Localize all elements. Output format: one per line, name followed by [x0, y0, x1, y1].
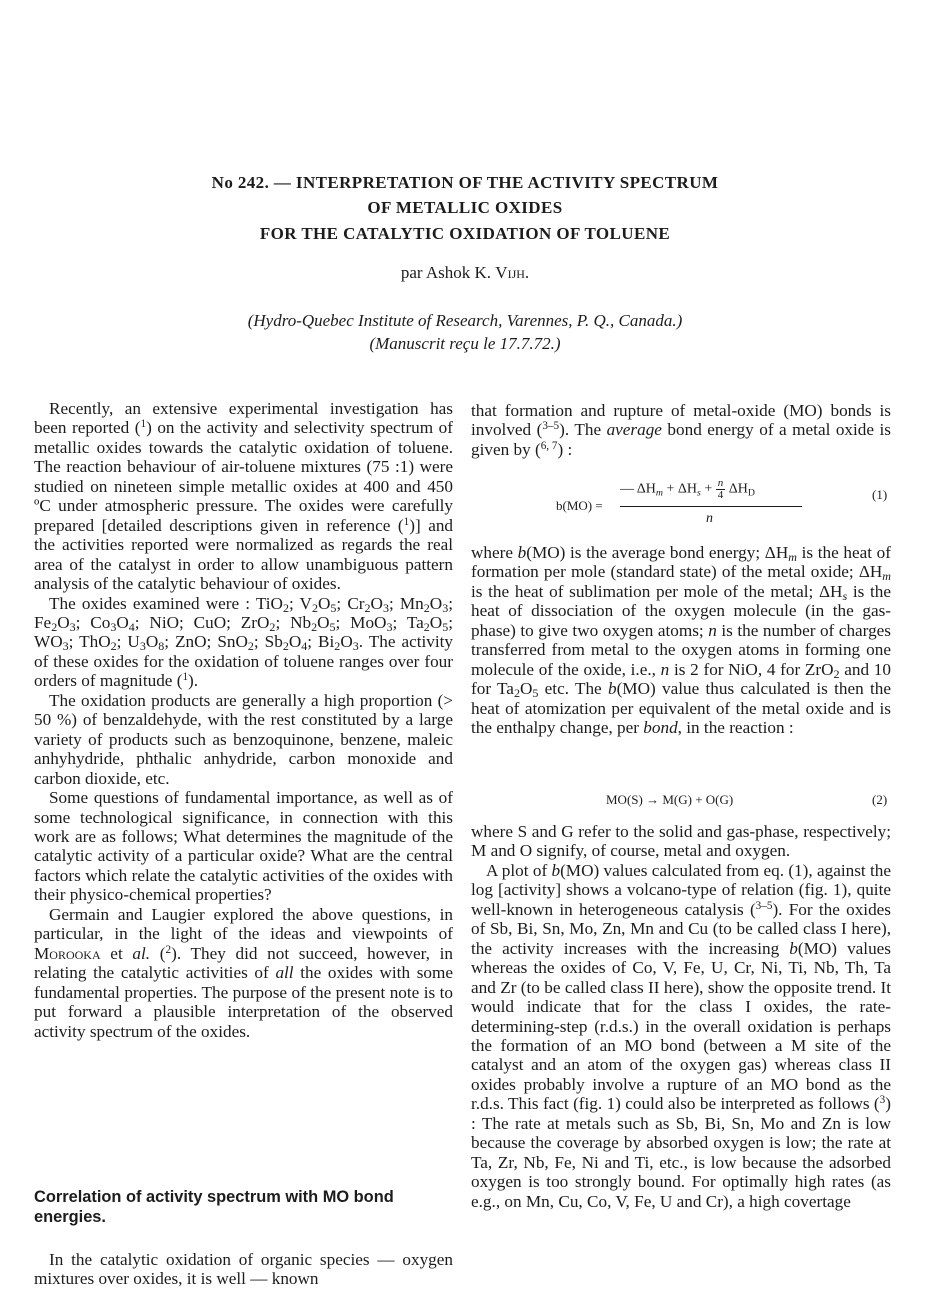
equation-1-fraction-bar	[620, 506, 802, 507]
paper-title-line-2: OF METALLIC OXIDES	[367, 198, 563, 217]
affiliation: (Hydro-Quebec Institute of Research, Varennes, P. Q., Canada.)	[247, 311, 683, 330]
equation-2: MO(S) → M(G) + O(G)	[606, 792, 734, 807]
received-date: (Manuscrit reçu le 17.7.72.)	[369, 334, 561, 353]
equation-1-number: (1)	[872, 487, 888, 502]
right-column-bottom	[471, 822, 891, 1211]
equation-1-lhs: b(MO) =	[556, 498, 603, 513]
paragraph-where-s-g: where S and G refer to the solid and gas-phase, respectively; M and O signify, of course, metal and oxygen.	[471, 822, 891, 861]
author-surname: Vijh.	[495, 263, 530, 282]
paragraph-section-start: In the catalytic oxidation of organic species — oxygen mixtures over oxides, it is well — known	[34, 1250, 453, 1289]
paragraph-oxides: The oxides examined were : TiO$_2$; $V_2O_5$; $Cr_2O_3$; $Mn_2O_3$; $Fe_2O_3$; $Co_3O_4$; NiO; CuO; ZrO$_2$; $Nb_2O_5$; MoO$_3$; $Ta_2O_5$; $WO_3$; ThO$_2$; $U_3O_8$; ZnO; SnO$_2$; $Sb_2O_4$; $Bi_2O_3$. The activity of these oxides for the oxidation of toluene ranges over four orders of magnitude ($^1$).	[34, 593, 453, 691]
paragraph-questions: Some questions of fundamental importance, as well as of some technological significance, in connection with this work are as follows; What determines the magnitude of the catalytic activity of a particular oxide? What are the central factors which relate the catalytic activities of the oxides with their physico-chemical properties?	[34, 788, 453, 905]
paragraph-products: The oxidation products are generally a high proportion (> 50 %) of benzaldehyde, with the rest constituted by a large variety of products such as benzoquinone, benzene, maleic anhyhydride, phthalic anhydride, carbon monoxide and carbon dioxide, etc.	[34, 690, 453, 788]
paragraph-volcano: A plot of b(MO) values calculated from eq. (1), against the log [activity] shows a volcano-type of relation (fig. 1), quite well-known in heterogeneous catalysis ($^{3-5}$). For the oxides of Sb, Bi, Sn, Mo, Zn, Mn and Cu (to be called class I here), the activity increases with the increasing b(MO) values whereas the oxides of Co, V, Fe, U, Cr, Ni, Ti, Nb, Th, Ta and Zr (to be called class II here), show the opposite trend. It would indicate that for the class I oxides, the rate-determining-step (r.d.s.) in the overall oxidation is perhaps the formation of an MO bond (between a M site of the catalyst and an atom of the oxygen gas) whereas class II oxides probably involve a rupture of an MO bond as the r.d.s. This fact (fig. 1) could also be interpreted as follows ($^3$) : The rate at metals such as Sb, Bi, Sn, Mo and Zn is low because the coverage by absorbed oxygen is low; the rate at Ta, Zr, Nb, Fe, Ni and Ti, etc., is low because the adsorbed oxygen is too strongly bound. For optimally high rates (as e.g., on Mn, Cu, Co, V, Fe, U and Cr), a high covertage	[471, 860, 891, 1211]
left-column	[34, 399, 453, 1041]
equation-1-denominator: n	[706, 511, 713, 526]
author-prefix: par Ashok K.	[400, 263, 492, 282]
paragraph-definitions: where b(MO) is the average bond energy; $\Delta H_m$ is the heat of formation per mole (standard state) of the metal oxide; $\Delta H_m$ is the heat of sublimation per mole of the metal; $\Delta H_s$ is the heat of dissociation of the oxygen molecule (in the gas-phase) to give two oxygen atoms; n is the number of charges transferred from metal to the oxygen atoms in forming one molecule of the oxide, i.e., n is 2 for NiO, 4 for ZrO$_2$ and 10 for $Ta_2O_5$ etc. The b(MO) value thus calculated is then the heat of atomization per equivalent of the metal oxide and is the enthalpy change, per bond, in the reaction :	[471, 543, 891, 738]
right-column-top	[471, 401, 891, 459]
paragraph-germain: Germain and Laugier explored the above questions, in particular, in the light of the ideas and viewpoints of Morooka et al. ($^2$). They did not succeed, however, in relating the catalytic activities of all the oxides with some fundamental properties. The purpose of the present note is to put forward a plausible interpretation of the observed activity spectrum of the oxides.	[34, 904, 453, 1041]
paragraph-intro: Recently, an extensive experimental investigation has been reported ($^1$) on the activity and selectivity spectrum of metallic oxides towards the catalytic oxidation of toluene. The reaction behaviour of air-toluene mixtures (75 :1) were studied on nineteen simple metallic oxides at 400 and 450 ºC under atmospheric pressure. The oxides were carefully prepared [detailed descriptions given in reference ($^1$)] and the activities reported were normalized as regards the real area of the catalyst in order to allow unambiguous pattern analysis of the catalytic behaviour of oxides.	[34, 399, 454, 594]
paper-title-line-1: No 242. — INTERPRETATION OF THE ACTIVITY SPECTRUM	[211, 173, 719, 192]
equation-1-numerator: — $\Delta H_m + \Delta H_s + \frac{n}{4} \Delta H_D$	[620, 477, 755, 501]
paper-title-line-3: FOR THE CATALYTIC OXIDATION OF TOLUENE	[259, 224, 671, 243]
author-line	[0, 263, 930, 283]
paragraph-bond-intro: that formation and rupture of metal-oxide (MO) bonds is involved ($^{3-5}$). The average bond energy of a metal oxide is given by ($^{6, 7}$) :	[471, 401, 891, 459]
section-heading: Correlation of activity spectrum with MO bond energies.	[34, 1188, 394, 1226]
right-column-middle	[471, 543, 891, 738]
equation-2-number: (2)	[872, 792, 888, 807]
left-column-continued	[34, 1250, 453, 1289]
